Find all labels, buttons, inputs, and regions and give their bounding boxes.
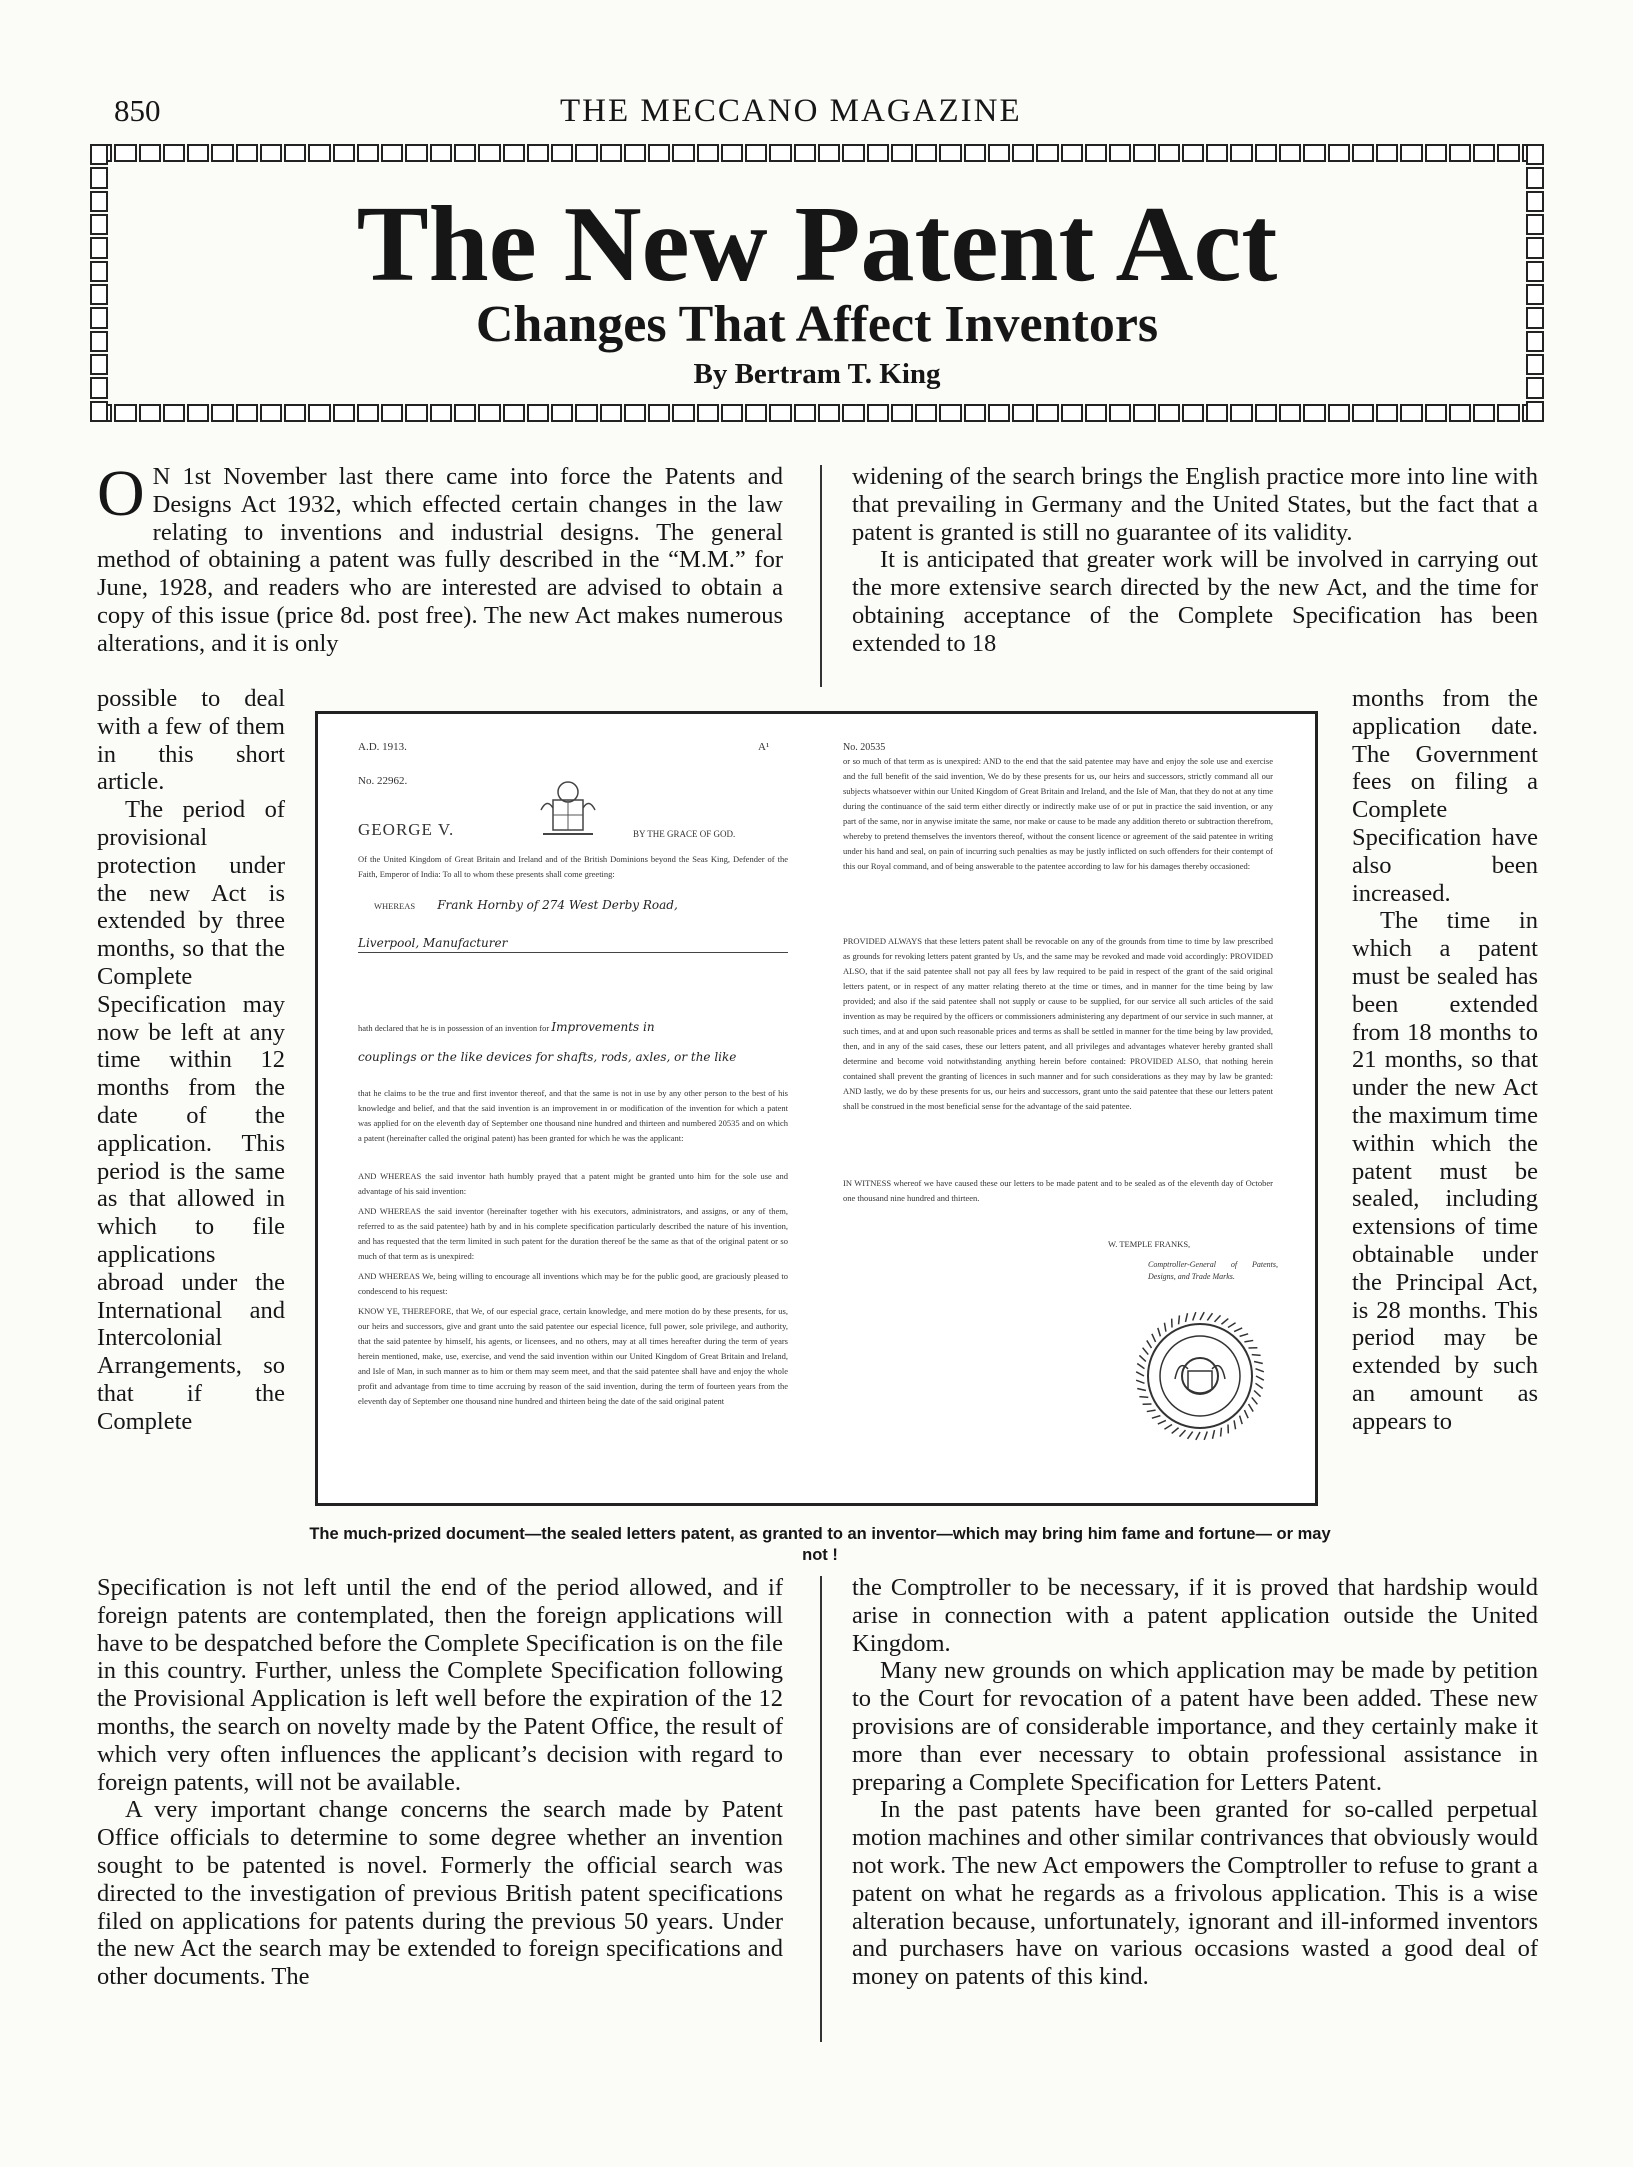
border-square (284, 404, 306, 422)
border-square (818, 144, 840, 162)
doc-para1: that he claims to be the true and first inventor thereof, and that the same is not in use by any other person to the best of his knowledge and belief, and that the said invention is an improvement in or modification of the invention for which a patent was applied for on the eleventh day of September one thousand nine hundred and thirteen and numbered 20535 and on which a patent (hereinafter called the original patent) has been granted for which he was the applicant: (358, 1088, 788, 1143)
border-square (721, 144, 743, 162)
border-square (891, 404, 913, 422)
border-square (381, 404, 403, 422)
border-square (308, 404, 330, 422)
border-square (1158, 144, 1180, 162)
border-square (139, 144, 161, 162)
border-square (600, 144, 622, 162)
border-square (163, 144, 185, 162)
border-square (769, 404, 791, 422)
doc-whereas: WHEREAS (374, 901, 416, 911)
border-square (1303, 144, 1325, 162)
border-square (1109, 144, 1131, 162)
border-top (89, 143, 1545, 163)
magazine-title: THE MECCANO MAGAZINE (560, 93, 1022, 129)
article-title: The New Patent Act (356, 185, 1278, 304)
border-square (1206, 404, 1228, 422)
doc-number: No. 22962. (358, 775, 408, 787)
title-box (89, 143, 1545, 423)
border-square (405, 404, 427, 422)
left-column-bottom (97, 1574, 783, 1991)
border-square (769, 144, 791, 162)
border-square (1473, 404, 1495, 422)
border-square (939, 144, 961, 162)
border-square (357, 144, 379, 162)
border-square (1085, 404, 1107, 422)
border-square (575, 144, 597, 162)
border-square (333, 144, 355, 162)
paragraph: In the past patents have been granted for so-called perpetual motion machines and other similar contrivances that obviously would not work. The new Act empowers the Comptroller to refuse to grant a patent on what he regards as a frivolous application. This is a wise alteration because, unfortunately, ignorant and ill-informed inventors and purchasers have on various occasions wasted a good deal of money on patents of this kind. (852, 1796, 1538, 1991)
border-square (1425, 404, 1447, 422)
border-square (1376, 144, 1398, 162)
border-square (1303, 404, 1325, 422)
page-number: 850 (114, 93, 161, 128)
lead-paragraph: N 1st November last there came into force the Patents and Designs Act 1932, which effected certain changes in the law relating to inventions and industrial designs. The general method of obtaining a patent was fully described in the “M.M.” for June, 1928, and readers who are interested are advised to obtain a copy of this issue (price 8d. post free). The new Act makes numerous alterations, and it is only (97, 463, 783, 657)
border-square (1109, 404, 1131, 422)
border-square (1206, 144, 1228, 162)
article-subtitle: Changes That Affect Inventors (475, 296, 1159, 353)
paragraph: months from the application date. The Government fees on filing a Complete Specification have also been increased. (1352, 685, 1538, 907)
border-square (236, 144, 258, 162)
border-square (1036, 144, 1058, 162)
border-square (1182, 404, 1204, 422)
border-square (1255, 144, 1277, 162)
border-square (478, 404, 500, 422)
doc-invention-handwriting-2: couplings or the like devices for shafts, rods, axles, or the like (358, 1050, 737, 1064)
right-column-bottom (852, 1574, 1538, 1991)
paragraph: Specification is not left until the end of the period allowed, and if foreign patents are contemplated, then the foreign applications will have to be despatched before the Complete Specification is on the file in this country. Further, unless the Complete Specification following the Provisional Application is left well before the expiration of the 12 months, the search on novelty made by the Patent Office, the result of which very often influences the applicant’s decision with regard to foreign patents, will not be available. (97, 1574, 783, 1796)
border-square (1279, 404, 1301, 422)
border-square (624, 144, 646, 162)
border-square (721, 404, 743, 422)
border-square (842, 404, 864, 422)
border-square (1376, 404, 1398, 422)
doc-right-para1: or so much of that term as is unexpired: AND to the end that the said patentee may have and enjoy the sole use and exercise and the full benefit of the said invention, We do by these presents for us, our heirs and successors, strictly command all our subjects whatsoever within our United Kingdom of Great Britain and Ireland, and the Isle of Man, that they do not at any time during the continuance of the said term either directly or indirectly make use of or put in practice the said invention, or any part of the same, nor in anywise imitate the same, nor make or cause to be made any addition thereto or subtraction therefrom, whereby to pretend themselves the inventors thereof, without the consent licence or agreement of the said patentee in writing under his hand and seal, on pain of incurring such penalties as may be justly inflicted on such offenders for their contempt of this our Royal command, and of being answerable to the patentee according to law for his damages thereby occasioned: (843, 756, 1273, 871)
border-square (1526, 144, 1544, 165)
border-square (1497, 144, 1519, 162)
doc-declared: hath declared that he is in possession of an invention for (358, 1023, 550, 1033)
border-square (1182, 144, 1204, 162)
border-square (381, 144, 403, 162)
border-square (405, 144, 427, 162)
border-square (430, 144, 452, 162)
border-square (211, 144, 233, 162)
border-square (1012, 404, 1034, 422)
border-square (1230, 144, 1252, 162)
patent-office-seal-icon (1133, 1309, 1268, 1444)
border-square (357, 404, 379, 422)
paragraph: the Comptroller to be necessary, if it is proved that hardship would arise in connection with a patent application outside the United Kingdom. (852, 1574, 1538, 1657)
border-square (575, 404, 597, 422)
doc-liverpool-handwriting: Liverpool, Manufacturer (358, 936, 508, 950)
border-square (648, 144, 670, 162)
border-square (867, 404, 889, 422)
border-square (1473, 144, 1495, 162)
drop-cap: O (97, 457, 145, 530)
border-square (454, 404, 476, 422)
border-square (1449, 144, 1471, 162)
border-square (478, 144, 500, 162)
border-square (527, 144, 549, 162)
right-column-narrow (1352, 685, 1538, 1436)
doc-right-number: No. 20535 (843, 742, 886, 753)
border-square (527, 404, 549, 422)
border-square (648, 404, 670, 422)
column-rule-bottom (820, 1576, 822, 2042)
border-square (90, 167, 108, 188)
border-square (988, 144, 1010, 162)
border-square (1400, 404, 1422, 422)
border-square (503, 404, 525, 422)
border-square (939, 404, 961, 422)
doc-king: GEORGE V. (358, 820, 455, 839)
left-column-narrow (97, 685, 285, 1436)
border-square (1012, 144, 1034, 162)
paragraph: possible to deal with a few of them in this short article. (97, 685, 285, 796)
doc-signatory: W. TEMPLE FRANKS, (1108, 1239, 1191, 1249)
border-square (1352, 404, 1374, 422)
doc-ad-year: A.D. 1913. (358, 741, 407, 753)
border-square (1497, 404, 1519, 422)
border-square (114, 144, 136, 162)
doc-invention-handwriting-1: Improvements in (551, 1020, 655, 1034)
paragraph: It is anticipated that greater work will be involved in carrying out the more extensive search directed by the new Act, and the time for obtaining acceptance of the Complete Specification has been extended to 18 (852, 546, 1538, 657)
border-square (211, 404, 233, 422)
border-square (308, 144, 330, 162)
border-square (1230, 404, 1252, 422)
border-square (794, 144, 816, 162)
border-square (551, 404, 573, 422)
border-square (915, 144, 937, 162)
border-square (915, 404, 937, 422)
column-rule-top (820, 465, 822, 687)
border-square (1061, 404, 1083, 422)
border-square (284, 144, 306, 162)
border-square (1255, 404, 1277, 422)
border-square (187, 404, 209, 422)
border-square (1400, 144, 1422, 162)
paragraph: widening of the search brings the English practice more into line with that prevailing in Germany and the United States, but the fact that a patent is granted is still no guarantee of its validity. (852, 463, 1538, 546)
figure-caption: The much-prized document—the sealed letters patent, as granted to an inventor—which may bring him fame and fortune— or may not ! (309, 1525, 1331, 1564)
paragraph: The period of provisional protection under the new Act is extended by three months, so that the Complete Specification may now be left at any time within 12 months from the date of the application. This period is the same as that allowed in which to file applications abroad under the International and Intercolonial Arrangements, so that if the Complete (97, 796, 285, 1435)
left-column-top (97, 457, 783, 658)
doc-para2: AND WHEREAS the said inventor hath humbly prayed that a patent might be granted unto him for the sole use and advantage of his said invention: (358, 1171, 788, 1196)
border-square (90, 401, 108, 422)
border-square (163, 404, 185, 422)
border-square (1133, 144, 1155, 162)
border-square (1526, 401, 1544, 422)
border-square (139, 404, 161, 422)
border-square (236, 404, 258, 422)
border-square (672, 404, 694, 422)
border-square (1085, 144, 1107, 162)
border-square (794, 404, 816, 422)
border-square (1036, 404, 1058, 422)
border-square (842, 144, 864, 162)
paragraph: The time in which a patent must be sealed has been extended from 18 months to 21 months, so that under the new Act the maximum time within which the patent must be sealed, including extensions of time obtainable under the Principal Act, is 28 months. This period may be extended by such an amount as appears to (1352, 907, 1538, 1435)
border-square (260, 404, 282, 422)
doc-para4: AND WHEREAS We, being willing to encourage all inventions which may be for the public good, are graciously pleased to condescend to his request: (358, 1271, 788, 1296)
running-header (0, 93, 1633, 133)
paragraph: A very important change concerns the search made by Patent Office officials to determine to some degree whether an invention sought to be patented is novel. Formerly the official search was directed to the investigation of previous British patent specifications filed on applications for patents during the previous 50 years. Under the new Act the search may be extended to foreign specifications and other documents. The (97, 1796, 783, 1991)
border-square (1279, 144, 1301, 162)
doc-para5: KNOW YE, THEREFORE, that We, of our especial grace, certain knowledge, and mere motion do by these presents, for us, our heirs and successors, give and grant unto the said patentee our especial licence, full power, sole privilege, and authority, that the said patentee by himself, his agents, or licensees, and no others, may at all times hereafter during the term of years herein mentioned, make, use, exercise, and vend the said invention within our United Kingdom of Great Britain and Ireland, and Isle of Man, in such manner as to him or them may seem meet, and that the said patentee shall have and enjoy the whole profit and advantage from time to time accruing by reason of the said invention, during the term of fourteen years from the eleventh day of September one thousand nine hundred and thirteen being the date of the said original patent (358, 1306, 788, 1406)
border-square (891, 144, 913, 162)
doc-preamble: Of the United Kingdom of Great Britain and Ireland and of the British Dominions beyond the Seas King, Defender of the Faith, Emperor of India: To all to whom these presents shall come greeting: (358, 854, 788, 879)
doc-signatory-title: Comptroller-General of Patents, Designs, and Trade Marks. (1148, 1260, 1278, 1281)
doc-grace: BY THE GRACE OF GOD. (633, 829, 736, 839)
doc-para3: AND WHEREAS the said inventor (hereinafter together with his executors, administrators, and assigns, or any of them, referred to as the said patentee) hath by and in his complete specification particularly described the nature of his invention, and has requested that the term limited in such patent for the duration thereof be the same as that of the original patent or so much of that term as is unexpired: (358, 1206, 788, 1261)
border-square (672, 144, 694, 162)
doc-whereas-handwriting: Frank Hornby of 274 West Derby Road, (437, 898, 678, 912)
paragraph: Many new grounds on which application may be made by petition to the Court for revocation of a patent have been added. These new provisions are of considerable importance, and they certainly make it more than ever necessary to obtain professional assistance in preparing a Complete Specification for Letters Patent. (852, 1657, 1538, 1796)
border-bottom (89, 403, 1545, 423)
border-square (745, 404, 767, 422)
border-square (90, 144, 108, 165)
border-square (187, 144, 209, 162)
doc-a1: A¹ (758, 741, 770, 753)
border-square (1352, 144, 1374, 162)
border-square (867, 144, 889, 162)
border-square (454, 144, 476, 162)
border-square (964, 144, 986, 162)
border-square (1328, 144, 1350, 162)
border-square (1133, 404, 1155, 422)
border-square (1425, 144, 1447, 162)
border-square (745, 144, 767, 162)
border-square (503, 144, 525, 162)
border-square (818, 404, 840, 422)
border-square (1061, 144, 1083, 162)
border-square (624, 404, 646, 422)
right-column-top (852, 463, 1538, 658)
article-byline: By Bertram T. King (693, 358, 941, 390)
border-square (697, 144, 719, 162)
border-square (600, 404, 622, 422)
letters-patent-figure (315, 711, 1318, 1506)
border-square (1328, 404, 1350, 422)
border-square (1526, 167, 1544, 188)
border-square (1158, 404, 1180, 422)
border-square (697, 404, 719, 422)
border-square (964, 404, 986, 422)
doc-witness: IN WITNESS whereof we have caused these our letters to be made patent and to be sealed as of the eleventh day of October one thousand nine hundred and thirteen. (843, 1178, 1273, 1203)
border-square (1449, 404, 1471, 422)
border-square (551, 144, 573, 162)
border-square (430, 404, 452, 422)
border-square (260, 144, 282, 162)
doc-right-para2: PROVIDED ALWAYS that these letters patent shall be revocable on any of the grounds from time to time by law prescribed as grounds for revoking letters patent granted by Us, and the same may be revoked and made void accordingly: PROVIDED ALSO, that if the said patentee shall not pay all fees by law required to be paid in respect of the grant of the said original letters patent, or in respect of any matter relating thereto at the time or times, and in manner for the time being by law provided; and also if the said patentee shall not supply or cause to be supplied, for our service all such articles of the said invention as may be required by the officers or commissioners administering any department of our service in such manner, at such times, and at and upon such reasonable prices and terms as shall be settled in manner for the time being by law provided, then, and in any of the said cases, these our letters patent, and all privileges and advantages whatever hereby granted shall determine and become void notwithstanding anything herein before contained: PROVIDED ALSO, that nothing herein contained shall prevent the granting of licences in such manner and for such considerations as they may by law be granted: AND lastly, we do by these presents for us, our heirs and successors, grant unto the said patentee that these our letters patent shall be construed in the most beneficial sense for the advantage of the said patentee. (843, 936, 1273, 1111)
border-square (988, 404, 1010, 422)
border-square (114, 404, 136, 422)
border-square (333, 404, 355, 422)
